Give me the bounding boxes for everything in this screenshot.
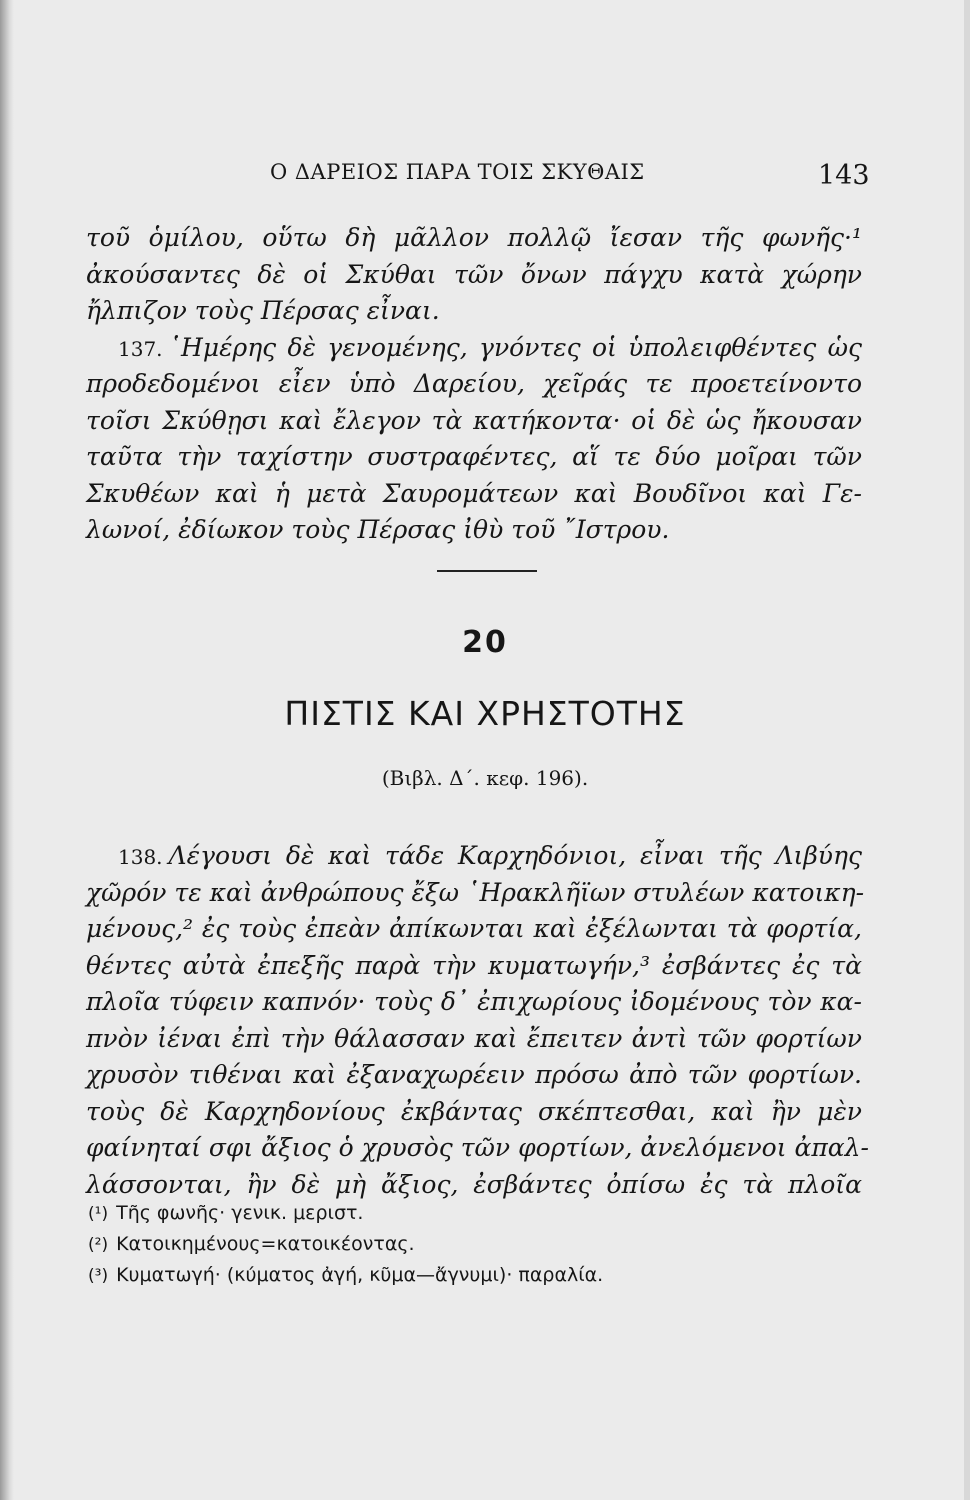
text-line: λάσσονται, ἢν δὲ μὴ ἄξιος, ἐσβάντες ὀπίσω ἐς τὰ πλοῖα (86, 1169, 862, 1199)
text-line: τοῖσι Σκύθῃσι καὶ ἔλεγον τὰ κατήκοντα· οἱ δὲ ὡς ἤκουσαν (86, 405, 862, 435)
footnote-mark: (¹) (88, 1204, 109, 1224)
text-line: πλοῖα τύφειν καπνόν· τοὺς δ᾽ ἐπιχωρίους ἰδομένους τὸν κα- (86, 987, 862, 1016)
text-line: ταῦτα τὴν ταχίστην συστραφέντες, αἵ τε δύο μοῖραι τῶν (86, 442, 862, 471)
footnote: (³) Κυματωγή· (κύματος ἀγή, κῦμα—ἄγνυμι)· παραλία. (88, 1264, 604, 1286)
text-line: φαίνηταί σφι ἄξιος ὁ χρυσὸς τῶν φορτίων, ἀνελόμενοι ἀπαλ- (86, 1133, 869, 1162)
running-header-title: Ο ΔΑΡΕΙΟΣ ΠΑΡΑ ΤΟΙΣ ΣΚΥΘΑΙΣ (270, 160, 645, 184)
paragraph-number: 138. (118, 845, 163, 869)
text-line: πνὸν ἰέναι ἐπὶ τὴν θάλασσαν καὶ ἔπειτεν ἀντὶ τῶν φορτίων (86, 1023, 862, 1053)
chapter-title: ΠΙΣΤΙΣ ΚΑΙ ΧΡΗΣΤΟΤΗΣ (284, 694, 686, 733)
paragraph-number: 137. (118, 336, 163, 361)
text-line: 137. ῾Ημέρης δὲ γενομένης, γνόντες οἱ ὑπολειφθέντες ὡς (86, 330, 862, 367)
text-line: χῶρόν τε καὶ ἀνθρώπους ἔξω ῾Ηρακλῆϊων στυλέων κατοικη- (86, 877, 865, 907)
text-block-bottom (86, 838, 869, 1203)
text-line: τοὺς δὲ Καρχηδονίους ἐκβάντας σκέπτεσθαι, καὶ ἢν μὲν (86, 1096, 862, 1126)
page-spine-shadow (0, 0, 14, 1500)
chapter-number: 20 (462, 625, 508, 660)
text-line: χρυσὸν τιθέναι καὶ ἐξαναχωρέειν πρόσω ἀπὸ τῶν φορτίων. (86, 1060, 862, 1089)
footnotes (88, 1198, 788, 1291)
page-edge (964, 0, 970, 1500)
text-line: μένους,² ἐς τοὺς ἐπεὰν ἀπίκωνται καὶ ἐξέλωνται τὰ φορτία, (86, 914, 862, 943)
text-line: προδεδομένοι εἶεν ὑπὸ Δαρείου, χεῖράς τε προετείνοντο (86, 369, 862, 398)
text-line: 138. Λέγουσι δὲ καὶ τάδε Καρχηδόνιοι, εἶναι τῆς Λιβύης (86, 838, 862, 875)
section-divider (437, 570, 537, 572)
text-line: ἤλπιζον τοὺς Πέρσας εἶναι. (86, 296, 440, 325)
footnote-mark: (²) (88, 1235, 109, 1255)
text-line: Σκυθέων καὶ ἡ μετὰ Σαυρομάτεων καὶ Βουδῖνοι καὶ Γε- (86, 478, 862, 508)
text-block-top (86, 220, 862, 549)
text-line: τοῦ ὁμίλου, οὕτω δὴ μᾶλλον πολλῷ ἴεσαν τῆς φωνῆς·¹ (86, 223, 862, 252)
text-line: λωνοί, ἐδίωκον τοὺς Πέρσας ἰθὺ τοῦ ῎Ιστρου. (86, 515, 670, 544)
footnote-mark: (³) (88, 1266, 109, 1286)
footnote: (¹) Τῆς φωνῆς· γενικ. μεριστ. (88, 1202, 364, 1224)
page-number: 143 (818, 160, 870, 191)
chapter-reference: (Βιβλ. Δ΄. κεφ. 196). (381, 766, 589, 790)
text-line: θέντες αὐτὰ ἐπεξῆς παρὰ τὴν κυματωγήν,³ ἐσβάντες ἐς τὰ (86, 950, 862, 980)
text-line: ἀκούσαντες δὲ οἱ Σκύθαι τῶν ὄνων πάγχυ κατὰ χώρην (86, 259, 862, 289)
footnote: (²) Κατοικημένους=κατοικέοντας. (88, 1233, 415, 1255)
